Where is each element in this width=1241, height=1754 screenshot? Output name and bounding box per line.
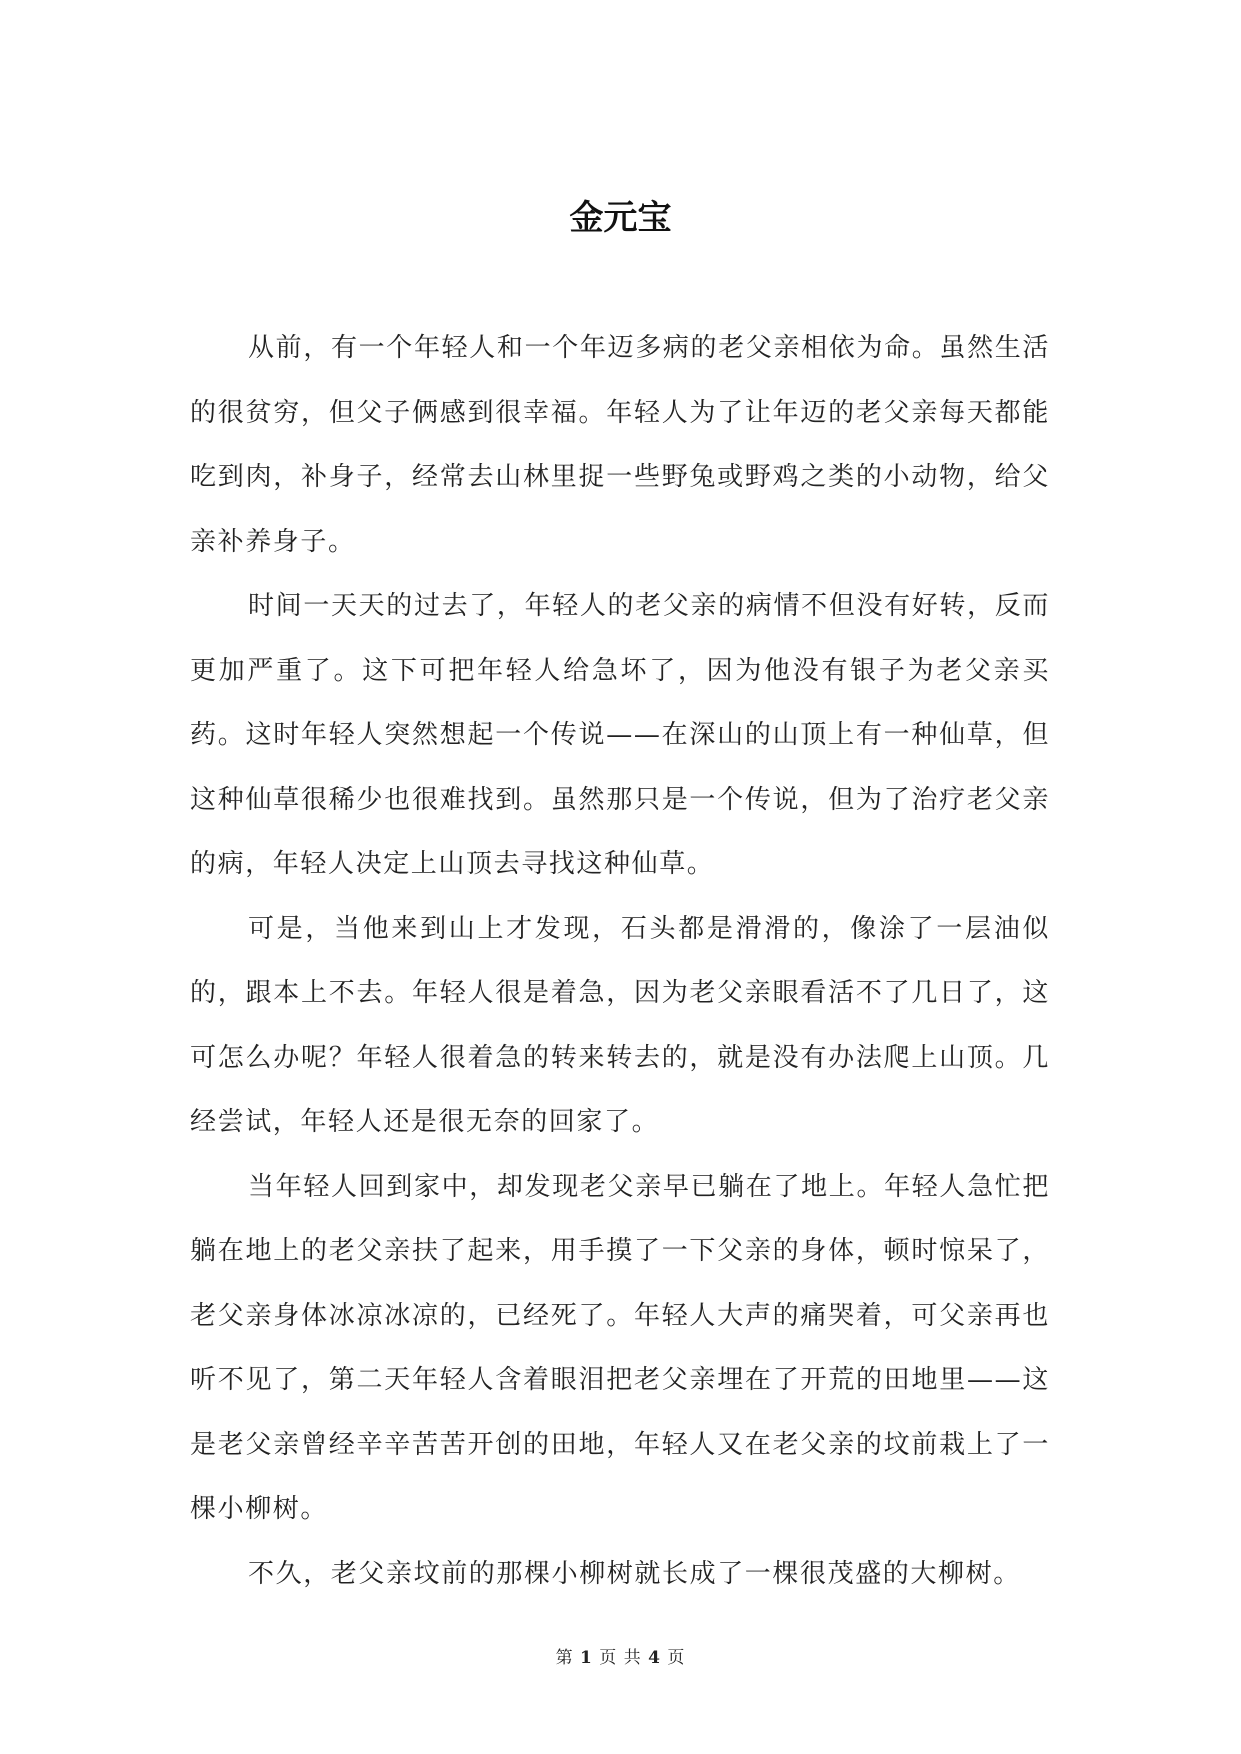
footer-prefix: 第: [555, 1648, 574, 1668]
paragraph-1: 从前，有一个年轻人和一个年迈多病的老父亲相依为命。虽然生活的很贫穷，但父子俩感到很幸福。年轻人为了让年迈的老父亲每天都能吃到肉，补身子，经常去山林里捉一些野兔或野鸡之类的小动物，给父亲补养身子。: [190, 333, 1050, 557]
page-footer: [0, 1646, 1241, 1670]
document-title: 金元宝: [569, 198, 672, 238]
footer-middle: 页 共: [599, 1648, 642, 1668]
paragraph-5: 不久，老父亲坟前的那棵小柳树就长成了一棵很茂盛的大柳树。: [248, 1558, 1021, 1589]
paragraph-2: 时间一天天的过去了，年轻人的老父亲的病情不但没有好转，反而更加严重了。这下可把年轻人给急坏了，因为他没有银子为老父亲买药。这时年轻人突然想起一个传说——在深山的山顶上有一种仙草，但这种仙草很稀少也很难找到。虽然那只是一个传说，但为了治疗老父亲的病，年轻人决定上山顶去寻找这种仙草。: [190, 591, 1050, 879]
document-body: [190, 316, 1050, 1606]
footer-current-page: 1: [580, 1648, 593, 1668]
paragraph-3: 可是，当他来到山上才发现，石头都是滑滑的，像涂了一层油似的，跟本上不去。年轻人很是着急，因为老父亲眼看活不了几日了，这可怎么办呢？年轻人很着急的转来转去的，就是没有办法爬上山顶。几经尝试，年轻人还是很无奈的回家了。: [190, 913, 1050, 1137]
footer-total-pages: 4: [648, 1648, 661, 1668]
footer-suffix: 页: [667, 1648, 686, 1668]
paragraph-4: 当年轻人回到家中，却发现老父亲早已躺在了地上。年轻人急忙把躺在地上的老父亲扶了起来，用手摸了一下父亲的身体，顿时惊呆了，老父亲身体冰凉冰凉的，已经死了。年轻人大声的痛哭着，可父亲再也听不见了，第二天年轻人含着眼泪把老父亲埋在了开荒的田地里——这是老父亲曾经辛辛苦苦开创的田地，年轻人又在老父亲的坟前栽上了一棵小柳树。: [190, 1171, 1050, 1524]
